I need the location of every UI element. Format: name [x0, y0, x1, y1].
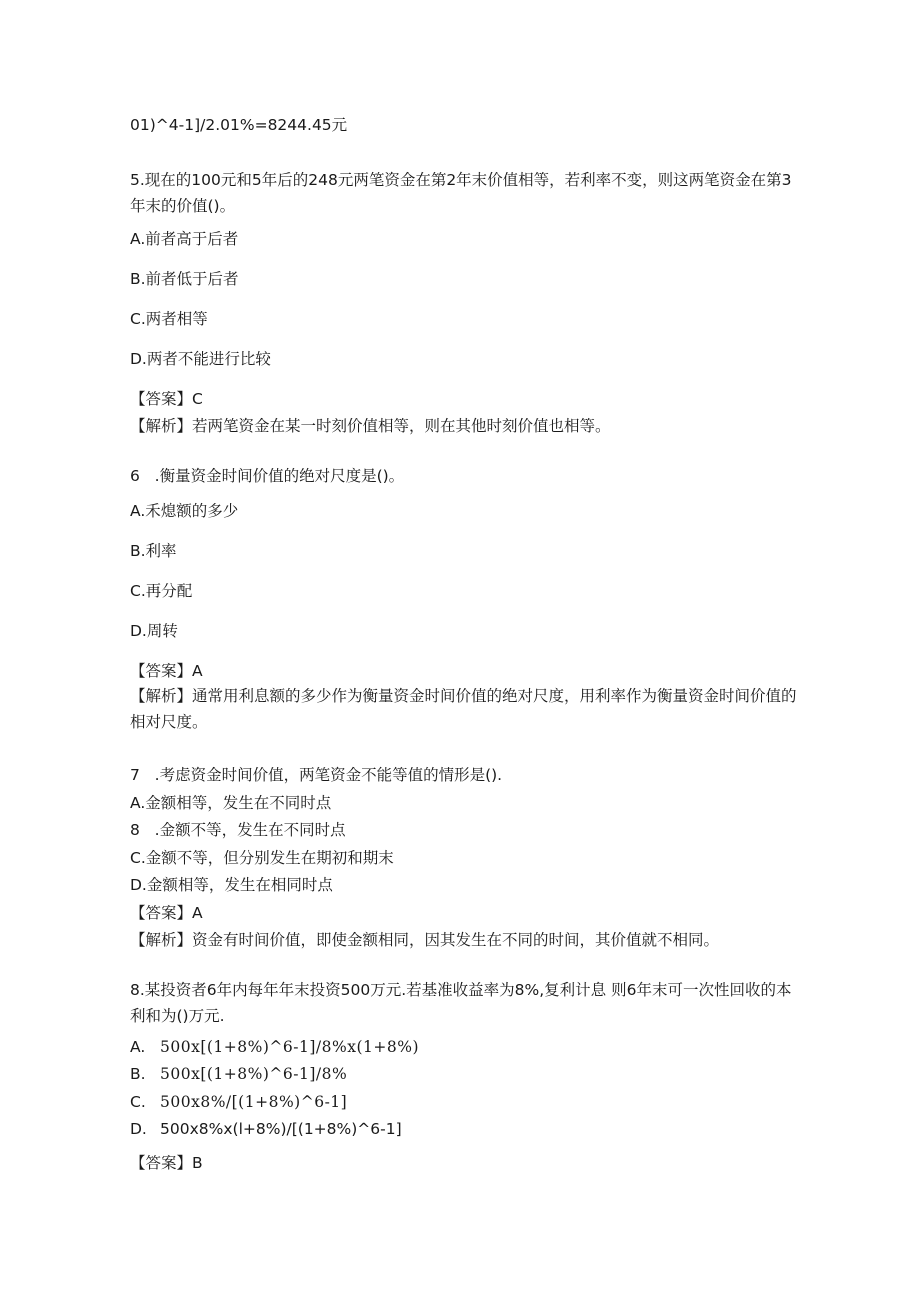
question-8-option-a: [130, 1036, 419, 1058]
question-8-option-c: [130, 1091, 347, 1113]
question-6-option-a: A.禾熄额的多少: [130, 502, 239, 520]
option-letter: C.: [130, 1093, 146, 1111]
question-6-analysis: 【解析】通常用利息额的多少作为衡量资金时间价值的绝对尺度，用利率作为衡量资金时间价值的相对尺度。: [130, 687, 797, 731]
option-letter: D.: [130, 1120, 147, 1138]
question-6-text: 6 .衡量资金时间价值的绝对尺度是()。: [130, 467, 405, 485]
question-7-text: 7 .考虑资金时间价值，两笔资金不能等值的情形是().: [130, 766, 503, 784]
option-formula: 500x[(1+8%)^6-1]/8%: [160, 1065, 348, 1083]
question-6-option-b: B.利率: [130, 542, 177, 560]
question-5-option-a: A.前者高于后者: [130, 230, 239, 248]
question-7-answer: 【答案】A: [130, 904, 203, 922]
question-6-option-d: D.周转: [130, 622, 178, 640]
question-7-option-b: 8 .金额不等，发生在不同时点: [130, 821, 346, 839]
question-8-text: 8.某投资者6年内每年年末投资500万元.若基准收益率为8%,复利计息 则6年末可一次性回收的本利和为()万元.: [130, 981, 792, 1025]
question-8-option-b: [130, 1063, 347, 1085]
option-formula: 500x[(1+8%)^6-1]/8%x(1+8%): [160, 1038, 419, 1056]
question-7-option-c: C.金额不等，但分别发生在期初和期末: [130, 849, 394, 867]
option-letter: A.: [130, 1038, 146, 1056]
question-5-option-d: D.两者不能进行比较: [130, 350, 271, 368]
question-7-analysis: 【解析】资金有时间价值，即使金额相同，因其发生在不同的时间，其价值就不相同。: [130, 931, 720, 949]
question-5-analysis: 【解析】若两笔资金在某一时刻价值相等，则在其他时刻价值也相等。: [130, 417, 611, 435]
question-7-option-d: D.金额相等，发生在相同时点: [130, 876, 333, 894]
question-5-option-b: B.前者低于后者: [130, 270, 239, 288]
formula-continuation: 01)^4-1]/2.01%=8244.45元: [130, 116, 348, 134]
question-6-option-c: C.再分配: [130, 582, 193, 600]
option-letter: B.: [130, 1065, 146, 1083]
question-5-text: 5.现在的100元和5年后的248元两笔资金在第2年末价值相等，若利率不变，则这两笔资金在第3年末的价值()。: [130, 171, 792, 215]
option-formula: 500x8%x(l+8%)/[(1+8%)^6-1]: [160, 1120, 402, 1138]
question-5-option-c: C.两者相等: [130, 310, 208, 328]
question-8-option-d: [130, 1118, 402, 1140]
option-formula: 500x8%/[(1+8%)^6-1]: [160, 1093, 348, 1111]
question-5-answer: 【答案】C: [130, 390, 203, 408]
question-7-option-a: A.金额相等，发生在不同时点: [130, 794, 332, 812]
question-8-answer: 【答案】B: [130, 1154, 203, 1172]
question-6-answer: 【答案】A: [130, 662, 203, 680]
